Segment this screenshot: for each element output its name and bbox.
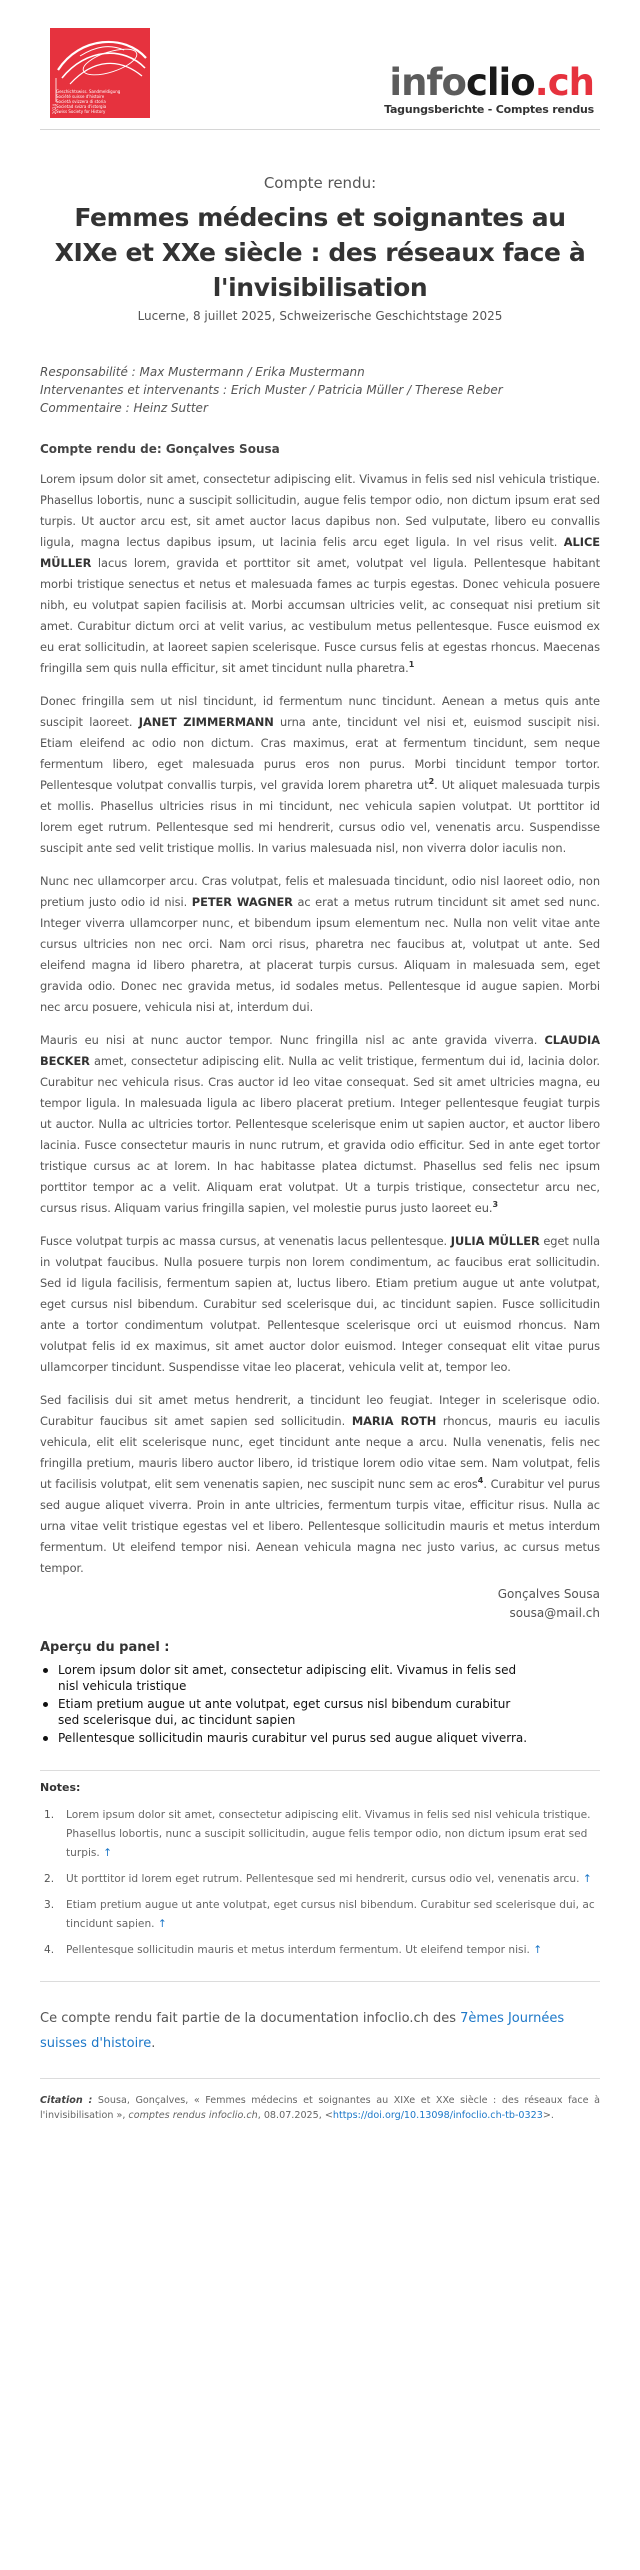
brand-part-ch: .ch — [534, 61, 594, 104]
back-arrow-icon[interactable]: ↑ — [533, 1944, 543, 1956]
logo-line: Societad svizra d'istorgia — [56, 104, 107, 109]
body-paragraph — [40, 871, 600, 1018]
signature — [40, 1585, 600, 1623]
body-paragraph — [40, 1231, 600, 1378]
logo-line: Société suisse d'histoire — [56, 94, 105, 99]
brand-subtitle: Tagungsberichte - Comptes rendus — [384, 103, 594, 116]
documentation-note — [40, 2006, 600, 2056]
footnote-ref[interactable]: 3 — [492, 1200, 498, 1210]
citation — [40, 2078, 600, 2123]
note-item — [40, 1870, 600, 1889]
back-arrow-icon[interactable]: ↑ — [157, 1918, 167, 1930]
text-run: Sousa, Gonçalves, « Femmes médecins et soignantes au XIXe et XXe siècle : des réseaux face à l'invisibilisation », — [40, 2095, 600, 2121]
article-meta: Lucerne, 8 juillet 2025, Schweizerische Geschichtstage 2025 — [137, 309, 503, 323]
roles-block — [40, 363, 600, 417]
text-run: Fusce volutpat turpis ac massa cursus, at venenatis lacus pellentesque. — [40, 1234, 451, 1248]
text-run: Donec fringilla sem ut nisl tincidunt, id fermentum nunc tincidunt. Aenean a metus quis ante suscipit laoreet. — [40, 694, 600, 729]
note-number: 4. — [44, 1944, 55, 1956]
article-kicker: Compte rendu: — [263, 174, 377, 192]
text-run: , 08.07.2025, < — [257, 2110, 333, 2121]
signature-email[interactable]: sousa@mail.ch — [509, 1606, 600, 1620]
byline: Compte rendu de: Gonçalves Sousa — [40, 442, 280, 456]
footnote-ref[interactable]: 1 — [408, 660, 415, 670]
note-item — [40, 1941, 600, 1960]
site-header — [40, 0, 600, 130]
back-arrow-icon[interactable]: ↑ — [582, 1873, 592, 1885]
note-text: Etiam pretium augue ut ante volutpat, eget cursus nisl bibendum. Curabitur sed scelerisque dui, ac tincidunt sapien. — [66, 1899, 595, 1930]
text-run: eget nulla in volutpat faucibus. Nulla posuere turpis non lorem condimentum, ac faucibus erat sollicitudin. Sed id ligula facilisis, fermentum sapien at, luctus libero. Etiam pretium augue ut ante volutpat, eget cursus nisl bibendum. Curabitur sed scelerisque dui, ac tincidunt sapien. Fusce sollicitudin ante a tortor condimentum volutpat. Pellentesque scelerisque orci ut euismod rhoncus. Nam volutpat felis id ex maximus, sit amet auctor dolor euismod. Integer consequat elit vitae purus ullamcorper tincidunt. Suspendisse vitae leo placerat, vehicula velit at, tempor leo. — [40, 1234, 601, 1374]
text-run: . Ut aliquet malesuada turpis et mollis. Phasellus ultricies risus in mi tincidunt, nec vehicula sapien volutpat. Ut porttitor id lorem eget rutrum. Pellentesque sed mi hendrerit, cursus odio vel, venenatis arcu. Suspendisse suscipit ante sed velit tristique mollis. In varius malesuada nisl, non viverra dolor iaculis non. — [40, 778, 600, 855]
note-text: Lorem ipsum dolor sit amet, consectetur adipiscing elit. Vivamus in felis sed nisl vehicula tristique. Phasellus lobortis, nunc a suscipit sollicitudin, augue felis tempor odio, non dictum ipsum erat sed turpis. — [66, 1809, 591, 1859]
role-speakers: Intervenantes et intervenants : Erich Muster / Patricia Müller / Therese Reber — [40, 383, 503, 397]
text-run: urna ante, tincidunt vel nisi et, euismod suscipit nisi. Etiam eleifend ac odio non dictum. Cras maximus, erat at fermentum tincidunt, sem neque fermentum libero, eget malesuada purus eros non purus. Morbi tincidunt tempor tortor. Pellentesque volutpat convallis turpis, vel gravida lorem pharetra ut — [40, 715, 600, 792]
overview-heading: Aperçu du panel : — [40, 1640, 170, 1655]
back-arrow-icon[interactable]: ↑ — [103, 1847, 113, 1859]
notes-heading: Notes: — [40, 1781, 81, 1794]
note-item — [40, 1806, 600, 1863]
body-paragraph — [40, 691, 600, 859]
footnote-ref[interactable]: 4 — [477, 1476, 484, 1486]
body-paragraph — [40, 1390, 600, 1579]
note-item — [40, 1896, 600, 1934]
notes-list — [40, 1806, 600, 1960]
infoclio-logo[interactable] — [384, 61, 594, 116]
event-link[interactable]: 7èmes Journées suisses d'histoire — [40, 2011, 565, 2051]
text-run: amet, consectetur adipiscing elit. Nulla ac velit tristique, fermentum dui id, lacinia dolor. Curabitur nec vehicula risus. Cras auctor id leo vitae consequat. Sed sit amet ultricies magna, eu tempor ligula. In malesuada ligula ac libero placerat pretium. Integer pellentesque feugiat turpis ut auctor. Nulla ac ultricies tortor. Pellentesque scelerisque enim ut sapien auctor, et auctor libero lacinia. Fusce consectetur mauris in nunc rutrum, et gravida odio efficitur. Sed in ante eget tortor tristique cursus ac at lorem. In hac habitasse platea dictumst. Phasellus sed felis nec ipsum porttitor tempor ac a velit. Aliquam erat volutpat. Ut a turpis tristique, consectetur arcu nec, cursus risus. Aliquam varius fringilla sapien, vel molestie purus justo laoreet eu. — [40, 1054, 600, 1215]
list-item: Pellentesque sollicitudin mauris curabitur vel purus sed augue aliquet viverra. — [40, 1730, 600, 1746]
speaker-name: MARIA ROTH — [351, 1414, 437, 1428]
text-run: Ce compte rendu fait partie de la documentation infoclio.ch des — [40, 2011, 461, 2026]
speaker-name: CLAUDIA BECKER — [40, 1033, 600, 1068]
society-logo[interactable] — [50, 28, 150, 118]
article-title: Femmes médecins et soignantes au XIXe et XXe siècle : des réseaux face à l'invisibilisation — [54, 203, 586, 302]
role-comment: Commentaire : Heinz Sutter — [40, 401, 208, 415]
citation-label: Citation : — [40, 2095, 93, 2106]
logo-line: Geschichtswiss. Sandmeldigung — [56, 89, 121, 94]
body-paragraph — [40, 1030, 600, 1219]
note-number: 3. — [44, 1899, 55, 1911]
logo-line: Società svizzera di storia — [56, 99, 106, 104]
text-run: Nunc nec ullamcorper arcu. Cras volutpat, felis et malesuada tincidunt, odio nisl laoreet odio, non pretium justo odio id nisi. — [40, 874, 600, 909]
note-text: Pellentesque sollicitudin mauris et metus interdum fermentum. Ut eleifend tempor nisi. — [66, 1944, 530, 1956]
text-run: lacus lorem, gravida et porttitor sit amet, volutpat vel ligula. Pellentesque habitant morbi tristique senectus et netus et malesuada fames ac turpis egestas. Donec vehicula posuere nibh, eu volutpat sapien facilisis at. Morbi accumsan ultricies velit, ac consequat nisi pretium sit amet. Curabitur dictum orci at velit varius, ac vestibulum metus pellentesque. Fusce euismod ex eu erat sollicitudin, at laoreet sapien scelerisque. Fusce cursus felis at egestas rhoncus. Maecenas fringilla sem quis nulla efficitur, sit amet tincidunt nulla pharetra. — [40, 556, 600, 675]
text-run: ac erat a metus rutrum tincidunt sit amet sed nunc. Integer viverra ullamcorper nunc, et bibendum ipsum elementum nec. Nulla non velit vitae ante cursus ultricies non nec orci. Nam orci risus, pharetra nec faucibus at, volutpat ut ante. Sed eleifend magna id libero pharetra, at placerat turpis cursus. Aliquam in malesuada sem, eget gravida odio. Donec nec gravida metus, id sodales metus. Pellentesque id augue sapien. Morbi nec arcu posuere, vehicula nisi at, interdum dui. — [40, 895, 600, 1014]
list-item: Etiam pretium augue ut ante volutpat, eget cursus nisl bibendum curabitur sed scelerisque dui, ac tincidunt sapien — [40, 1696, 600, 1728]
speaker-name: JANET ZIMMERMANN — [138, 715, 274, 729]
bottom-spacer — [40, 2123, 600, 2169]
text-run: . — [151, 2036, 156, 2051]
logo-line: Swiss Society for History — [56, 109, 106, 114]
logo-year: 2024 — [52, 103, 57, 114]
brand-part-info: info — [389, 61, 466, 104]
text-run: rhoncus, mauris eu iaculis vehicula, elit elit scelerisque nunc, eget tincidunt ante neque a arcu. Nulla venenatis, felis nec fringilla pretium, mauris libero auctor libero, id tristique lorem odio vitae sem. Nam volutpat, felis ut facilisis volutpat, elit sem venenatis sapien, nec suscipit nunc sem ac eros — [40, 1414, 600, 1491]
list-item: Lorem ipsum dolor sit amet, consectetur adipiscing elit. Vivamus in felis sed nisl vehicula tristique — [40, 1662, 600, 1694]
role-responsible: Responsabilité : Max Mustermann / Erika Mustermann — [40, 365, 365, 379]
speaker-name: ALICE MÜLLER — [40, 535, 600, 570]
overview-list — [40, 1662, 600, 1746]
notes-section — [40, 1770, 600, 1982]
speaker-name: PETER WAGNER — [191, 895, 293, 909]
body-paragraph — [40, 469, 600, 679]
text-run: Mauris eu nisi at nunc auctor tempor. Nunc fringilla nisl ac ante gravida viverra. — [40, 1033, 545, 1047]
citation-source: comptes rendus infoclio.ch — [128, 2110, 258, 2121]
society-logo-text — [52, 89, 146, 114]
brand-wordmark — [384, 61, 594, 104]
text-run: >. — [542, 2110, 554, 2121]
text-run: Lorem ipsum dolor sit amet, consectetur adipiscing elit. Vivamus in felis sed nisl vehicula tristique. Phasellus lobortis, nunc a suscipit sollicitudin, augue felis tempor odio, non dictum ipsum erat sed turpis. Ut auctor arcu est, sit amet auctor lacus dapibus non. Sed vulputate, libero eu convallis ligula, magna lectus dapibus ipsum, ut lacinia felis arcu eget ligula. In vel risus velit. — [40, 472, 600, 549]
footnote-ref[interactable]: 2 — [428, 777, 435, 787]
doi-link[interactable]: https://doi.org/10.13098/infoclio.ch-tb-0323 — [332, 2110, 543, 2121]
note-number: 2. — [44, 1873, 55, 1885]
note-text: Ut porttitor id lorem eget rutrum. Pellentesque sed mi hendrerit, cursus odio vel, venenatis arcu. — [66, 1873, 580, 1885]
speaker-name: JULIA MÜLLER — [450, 1234, 540, 1248]
note-number: 1. — [44, 1809, 55, 1821]
text-run: . Curabitur vel purus sed augue aliquet viverra. Proin in ante ultricies, fermentum turpis vitae, efficitur risus. Nulla ac urna vitae velit tristique egestas vel et libero. Pellentesque sollicitudin mauris et metus interdum fermentum. Ut eleifend tempor nisi. Aenean vehicula magna nec justo varius, ac cursus metus tempor. — [40, 1477, 600, 1575]
text-run: Sed facilisis dui sit amet metus hendrerit, a tincidunt leo feugiat. Integer in scelerisque odio. Curabitur faucibus sit amet sapien sed sollicitudin. — [40, 1393, 600, 1428]
brand-part-clio: clio — [465, 61, 535, 104]
signature-name: Gonçalves Sousa — [497, 1587, 600, 1601]
